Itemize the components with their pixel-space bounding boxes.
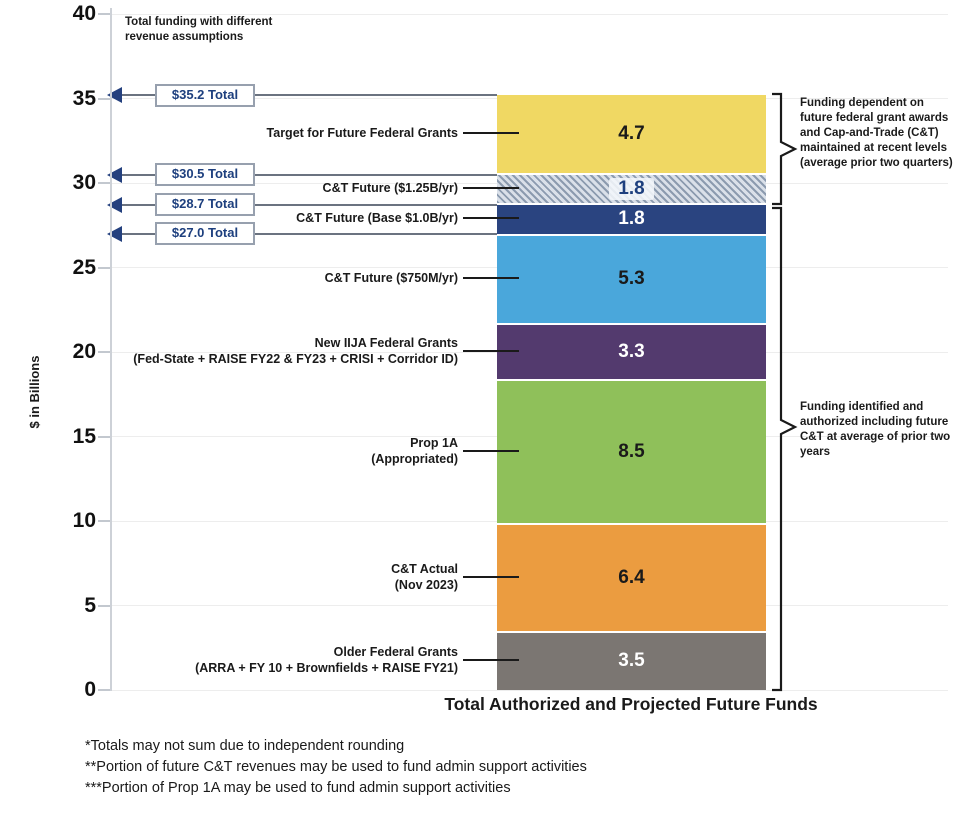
bar-segment: [497, 323, 766, 379]
y-tick-mark: [98, 436, 110, 438]
top-brace-annotation: Funding dependent on future federal grant awards and Cap-and-Trade (C&T) maintained at recent levels (average prior two quarters): [800, 97, 953, 169]
segment-value: 8.5: [618, 440, 645, 462]
segment-label-line2: (Appropriated): [371, 451, 458, 466]
total-flag: $30.5 Total: [155, 163, 255, 186]
bar-segment: [497, 173, 766, 203]
segment-label: [296, 210, 458, 226]
bar-segment: [497, 631, 766, 690]
segment-label: [133, 335, 458, 367]
y-tick-label: 0: [84, 678, 96, 701]
segment-value: 3.5: [618, 650, 645, 672]
segment-value: 1.8: [618, 208, 645, 230]
y-tick-label: 35: [72, 86, 96, 110]
segment-value: 3.3: [618, 341, 645, 363]
segment-label: [325, 270, 458, 286]
y-tick-mark: [98, 520, 110, 522]
segment-label: [391, 561, 458, 593]
segment-label-line2: (Fed-State + RAISE FY22 & FY23 + CRISI + Corridor ID): [133, 352, 458, 367]
label-connector-line: [463, 132, 519, 134]
y-tick-label: 10: [72, 509, 96, 532]
label-connector-line: [463, 217, 519, 219]
y-tick-mark: [98, 267, 110, 269]
segment-label-line1: C&T Actual: [391, 561, 458, 576]
y-tick-mark: [98, 689, 110, 691]
top-brace: [772, 94, 795, 204]
y-tick-label: 5: [84, 593, 96, 617]
x-axis-title: Total Authorized and Projected Future Funds: [444, 694, 818, 714]
segment-label: [323, 180, 458, 196]
total-flag: $27.0 Total: [155, 222, 255, 245]
segment-label-line1: C&T Future ($750M/yr): [324, 271, 458, 286]
bottom-brace-annotation: Funding identified and authorized including future C&T at average of prior two years: [800, 401, 951, 458]
y-tick-mark: [98, 351, 110, 353]
footnote-3: ***Portion of Prop 1A may be used to fund admin support activities: [85, 780, 511, 796]
bar-segment: [497, 379, 766, 523]
segment-label-line1: C&T Future ($1.25B/yr): [322, 181, 458, 196]
label-connector-line: [463, 277, 519, 279]
y-tick-label: 30: [72, 171, 96, 194]
label-connector-line: [463, 659, 519, 661]
label-connector-line: [463, 450, 519, 452]
total-flag: $35.2 Total: [155, 84, 255, 107]
segment-label-line2: (ARRA + FY 10 + Brownfields + RAISE FY21): [195, 661, 458, 676]
segment-label-line1: Prop 1A: [410, 435, 458, 450]
segment-label-line1: New IIJA Federal Grants: [314, 336, 458, 351]
y-axis-line: [110, 8, 112, 691]
y-tick-label: 25: [72, 255, 96, 279]
footnote-1: *Totals may not sum due to independent rounding: [85, 738, 405, 754]
segment-label-line1: C&T Future (Base $1.0B/yr): [296, 211, 458, 226]
y-tick-label: 20: [72, 340, 96, 363]
segment-label: [195, 644, 458, 676]
segment-value: 5.3: [618, 268, 645, 290]
label-connector-line: [463, 576, 519, 578]
y-axis-title: $ in Billions: [27, 355, 42, 429]
footnote-2: **Portion of future C&T revenues may be used to fund admin support activities: [85, 759, 587, 775]
bottom-brace: [772, 208, 795, 690]
brace-graphics: [766, 85, 802, 697]
segment-label: [371, 435, 458, 467]
chart-note: Total funding with different revenue assumptions: [125, 16, 273, 43]
segment-value: 4.7: [618, 123, 645, 145]
y-tick-mark: [98, 605, 110, 607]
bar-segment: [497, 523, 766, 631]
bar-segment: [497, 234, 766, 324]
segment-label-line1: Older Federal Grants: [333, 645, 458, 660]
total-flag: $28.7 Total: [155, 193, 255, 216]
segment-value: 6.4: [618, 566, 645, 588]
label-connector-line: [463, 187, 519, 189]
segment-label-line1: Target for Future Federal Grants: [266, 126, 458, 141]
segment-value-text: 1.8: [609, 178, 653, 200]
segment-value: [497, 175, 766, 203]
segment-label-line2: (Nov 2023): [394, 577, 458, 592]
bar-segment: [497, 203, 766, 233]
bar-segment: [497, 93, 766, 172]
y-tick-label: 15: [72, 424, 96, 448]
label-connector-line: [463, 350, 519, 352]
y-tick-label: 40: [72, 2, 96, 25]
segment-label: [267, 125, 458, 141]
y-tick-mark: [98, 13, 110, 15]
